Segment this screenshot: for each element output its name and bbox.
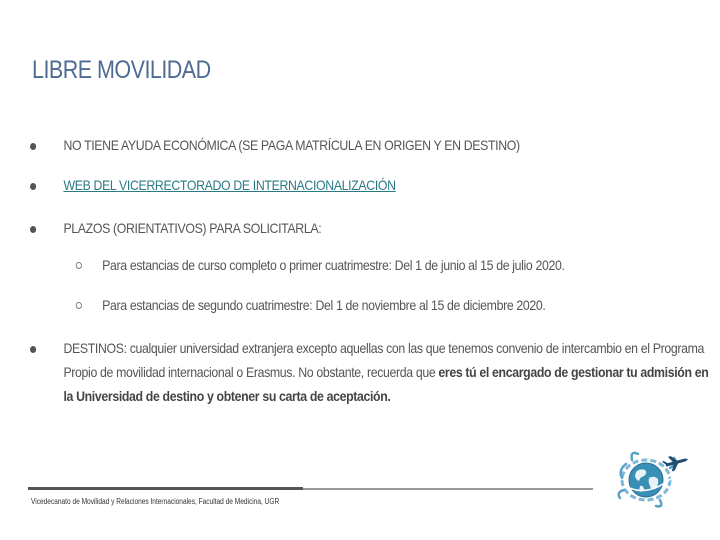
footer-text: Vicedecanato de Movilidad y Relaciones Internacionales, Facultad de Medicina, UGR [31,497,280,506]
bullet-text: PLAZOS (ORIENTATIVOS) PARA SOLICITARLA: [63,220,322,236]
bullet-deadlines [30,216,715,240]
footer-divider [28,488,593,490]
slide-title: LIBRE MOVILIDAD [32,56,211,84]
bullet-dot-icon [30,226,36,233]
bullet-dot-icon [30,143,36,150]
sub-bullet-text: Para estancias de curso completo o primer cuatrimestre: Del 1 de junio al 15 de julio 2020. [102,257,565,273]
bullet-strong-text: eres tú el encargado de gestionar tu admisión en la Universidad de destino y obtener su carta de aceptación. [63,364,709,404]
sub-bullet-full-year [30,253,720,277]
sub-bullet-ring-icon [76,262,82,269]
bullet-dot-icon [30,183,36,190]
globe-airplane-icon [612,440,692,510]
sub-bullet-text: Para estancias de segundo cuatrimestre: Del 1 de noviembre al 15 de diciembre 2020. [102,297,546,313]
bullet-text: NO TIENE AYUDA ECONÓMICA (SE PAGA MATRÍCULA EN ORIGEN Y EN DESTINO) [63,137,520,153]
bullet-web-link [30,173,715,197]
footer-divider-accent [28,487,303,490]
bullet-no-funding [30,133,715,157]
bullet-dot-icon [30,346,36,353]
vicerrectorado-link[interactable]: WEB DEL VICERRECTORADO DE INTERNACIONALIZACIÓN [63,177,396,193]
sub-bullet-ring-icon [76,302,82,309]
bullet-text: DESTINOS: cualquier universidad extranjera excepto aquellas con las que tenemos convenio de intercambio en el Programa Propio de movilidad internacional o Erasmus. No obstante, recuerda que [63,340,704,380]
sub-bullet-second-term [30,293,720,317]
bullet-destinations [30,336,715,408]
